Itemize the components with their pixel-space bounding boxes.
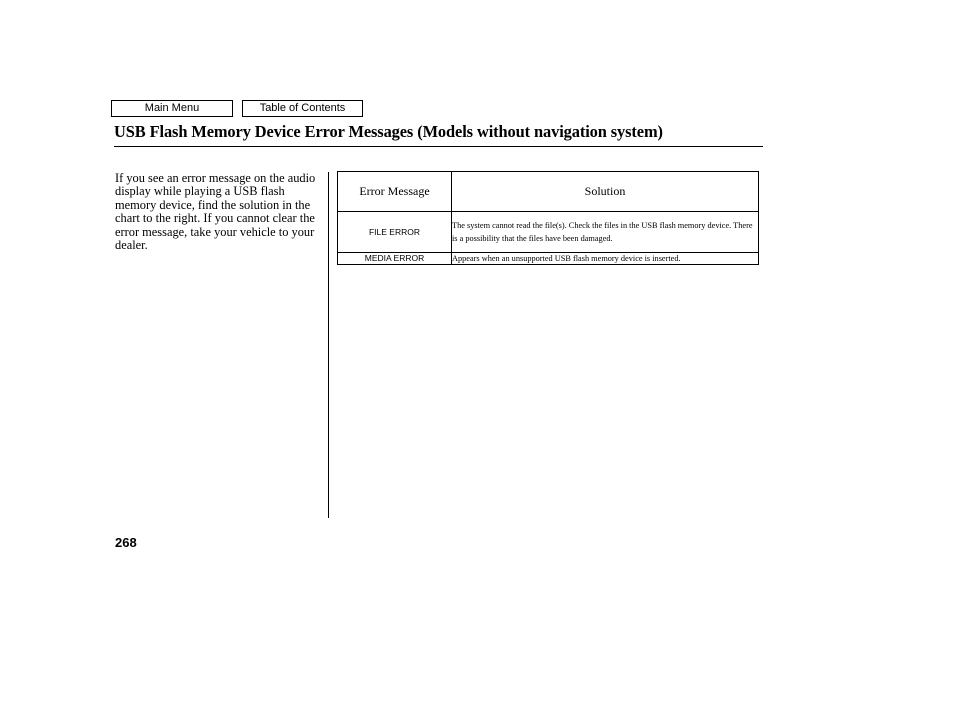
- intro-paragraph: If you see an error message on the audio display while playing a USB flash memory device, find the solution in the chart to the right. If you cannot clear the error message, take your vehicle to your dealer.: [115, 171, 316, 253]
- error-message-cell: FILE ERROR: [338, 212, 452, 253]
- table-row: [338, 212, 759, 253]
- title-divider: [114, 146, 763, 147]
- header-error-message: Error Message: [338, 172, 452, 212]
- solution-cell: Appears when an unsupported USB flash memory device is inserted.: [452, 253, 759, 265]
- solution-cell: The system cannot read the file(s). Check the files in the USB flash memory device. There is a possibility that the files have been damaged.: [452, 212, 759, 253]
- page-number: 268: [115, 535, 137, 550]
- table-row: [338, 253, 759, 265]
- table-of-contents-button[interactable]: Table of Contents: [242, 100, 363, 117]
- error-message-cell: MEDIA ERROR: [338, 253, 452, 265]
- error-message-table: [337, 171, 759, 265]
- table-header-row: [338, 172, 759, 212]
- main-menu-button[interactable]: Main Menu: [111, 100, 233, 117]
- page-title: USB Flash Memory Device Error Messages (Models without navigation system): [114, 122, 663, 141]
- column-divider: [328, 172, 329, 518]
- header-solution: Solution: [452, 172, 759, 212]
